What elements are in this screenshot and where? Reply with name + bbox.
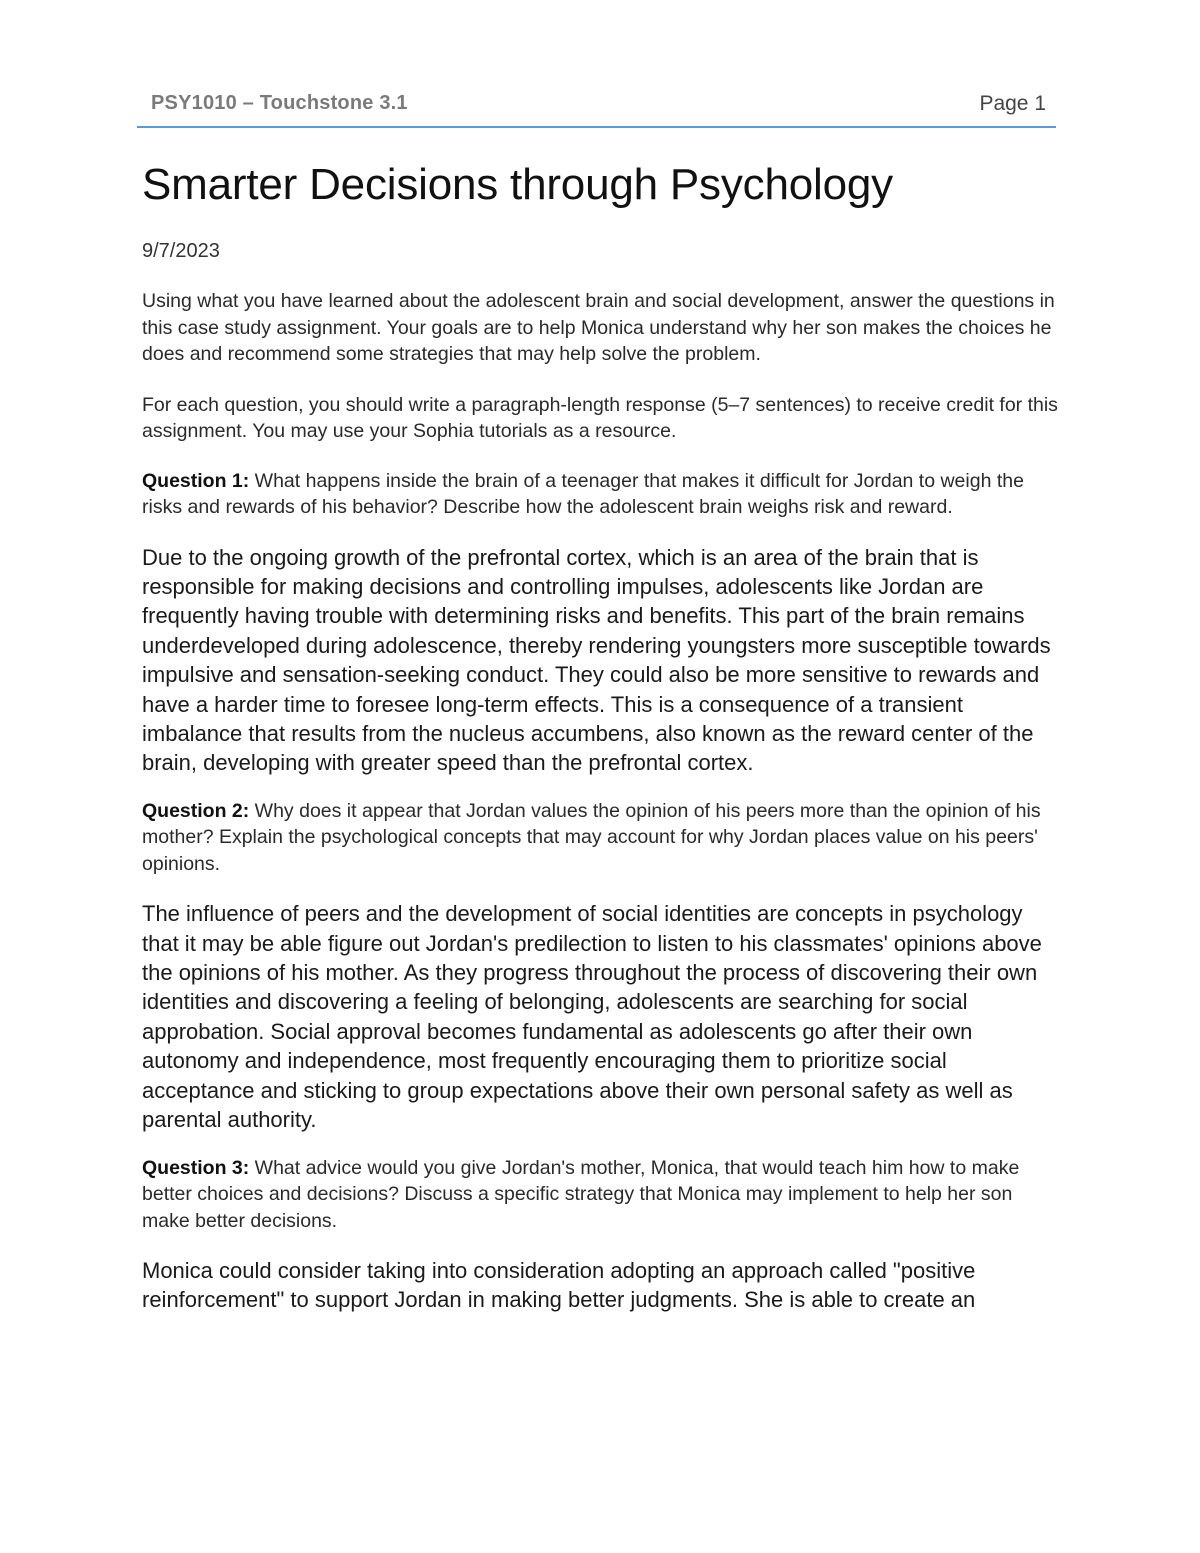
question-text: Why does it appear that Jordan values the opinion of his peers more than the opinion of his mother? Explain the psychological concepts that may account for why Jordan places value on his peers' opinions.	[142, 799, 1041, 875]
instruction-paragraph: Using what you have learned about the adolescent brain and social development, answer the questions in this case study assignment. Your goals are to help Monica understand why her son makes the choices he does and recommend some strategies that may help solve the problem.	[142, 290, 1055, 365]
question-1	[142, 468, 1062, 521]
document-body	[142, 158, 1062, 1315]
answer-3: Monica could consider taking into consideration adopting an approach called "positive reinforcement" to support Jordan in making better judgments. She is able to create an	[142, 1258, 976, 1313]
question-text: What advice would you give Jordan's mother, Monica, that would teach him how to make better choices and decisions? Discuss a specific strategy that Monica may implement to help her son make better decisions.	[142, 1156, 1020, 1232]
document-date: 9/7/2023	[142, 240, 220, 262]
answer-2: The influence of peers and the development of social identities are concepts in psychology that it may be able figure out Jordan's predilection to listen to his classmates' opinions above the opinions of his mother. As they progress throughout the process of discovering their own identities and discovering a feeling of belonging, adolescents are searching for social approbation. Social approval becomes fundamental as adolescents go after their own autonomy and independence, most frequently encouraging them to prioritize social acceptance and sticking to group expectations above their own personal safety as well as parental authority.	[142, 901, 1042, 1133]
question-label: Question 1:	[142, 469, 250, 492]
question-text: What happens inside the brain of a teenager that makes it difficult for Jordan to weigh the risks and rewards of his behavior? Describe how the adolescent brain weighs risk and reward.	[142, 469, 1024, 518]
page-header	[137, 88, 1056, 128]
document-title: Smarter Decisions through Psychology	[142, 160, 893, 209]
question-label: Question 2:	[142, 799, 250, 822]
answer-1: Due to the ongoing growth of the prefrontal cortex, which is an area of the brain that is responsible for making decisions and controlling impulses, adolescents like Jordan are frequently having trouble with determining risks and benefits. This part of the brain remains underdeveloped during adolescence, thereby rendering youngsters more susceptible towards impulsive and sensation-seeking conduct. They could also be more sensitive to rewards and have a harder time to foresee long-term effects. This is a consequence of a transient imbalance that results from the nucleus accumbens, also known as the reward center of the brain, developing with greater speed than the prefrontal cortex.	[142, 544, 1051, 776]
header-course-title: PSY1010 – Touchstone 3.1	[151, 92, 408, 114]
question-3	[142, 1155, 1062, 1235]
question-2	[142, 798, 1062, 878]
question-label: Question 3:	[142, 1156, 250, 1179]
header-page-number: Page 1	[979, 92, 1046, 115]
instruction-paragraph: For each question, you should write a paragraph-length response (5–7 sentences) to receive credit for this assignment. You may use your Sophia tutorials as a resource.	[142, 393, 1058, 442]
